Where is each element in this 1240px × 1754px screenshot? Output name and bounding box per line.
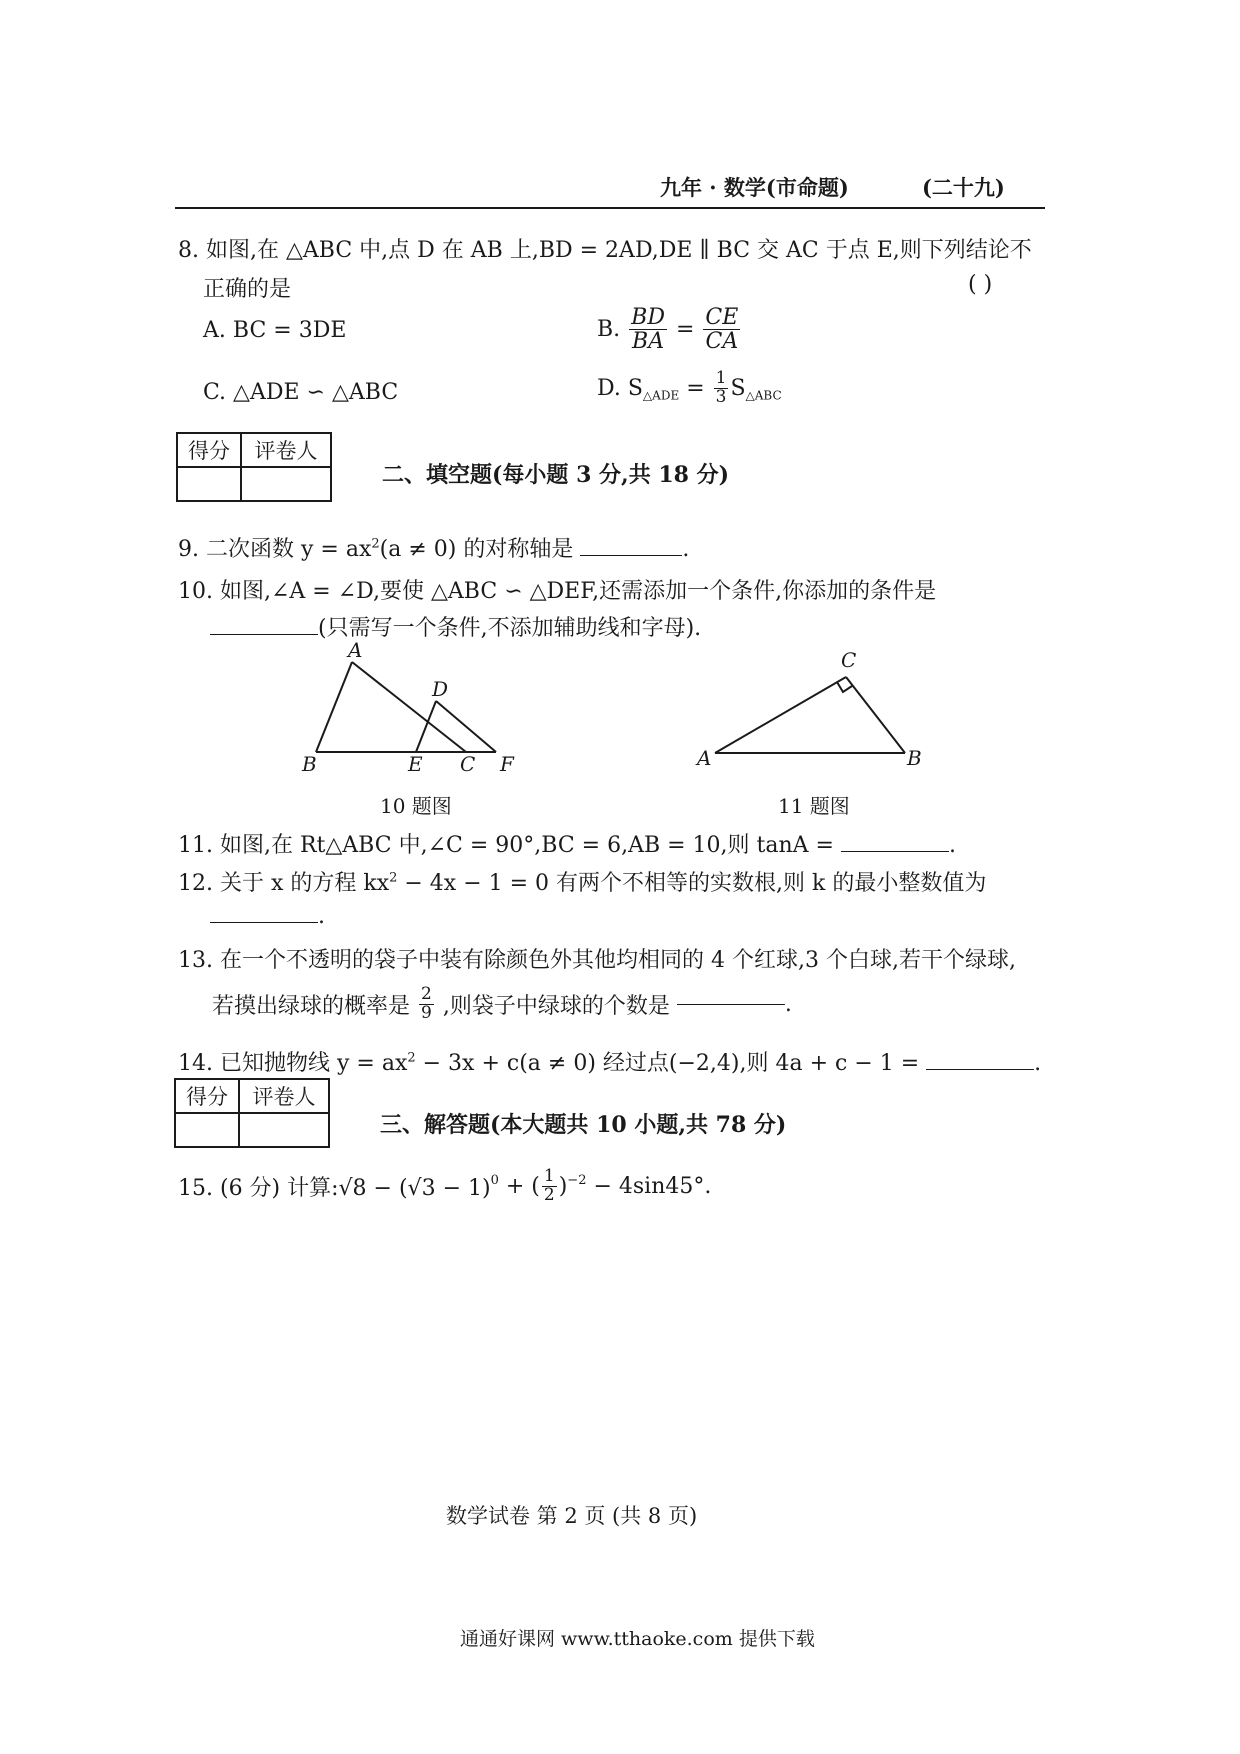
side-ac [352, 662, 466, 752]
figure-11-lines [715, 677, 905, 753]
label-a: A [697, 746, 712, 770]
label-e: E [408, 752, 423, 775]
question-13-cont: 若摸出绿球的概率是 $\frac{2}{9}$ ,则袋子中绿球的个数是 . [212, 984, 792, 1023]
fraction-one-third: $\frac{1}{3}$ [715, 368, 727, 407]
option-b-label: B. [597, 317, 621, 343]
question-8-stem: 8. 如图,在 △ABC 中,点 D 在 AB 上,BD = 2AD,DE ∥ BC 交 AC 于点 E,则下列结论不 [178, 238, 1032, 263]
side-ac [715, 677, 846, 753]
option-a: A. BC = 3DE [203, 318, 347, 343]
grader-label: 评卷人 [239, 1079, 329, 1113]
option-b-equals: = [675, 317, 695, 343]
question-12-cont: . [210, 904, 325, 929]
section-3-title: 三、解答题(本大题共 10 小题,共 78 分) [380, 1112, 787, 1138]
header-rule [175, 207, 1045, 209]
fraction-bd-ba: $\frac{BD}{BA}$ [631, 305, 665, 355]
score-label: 得分 [175, 1079, 239, 1113]
figure-10-caption: 10 题图 [380, 794, 452, 818]
fraction-one-half: $\frac{1}{2}$ [543, 1166, 555, 1205]
option-c: C. △ADE ∽ △ABC [203, 380, 399, 405]
figure-10-lines [316, 662, 496, 752]
answer-blank-13[interactable] [677, 1003, 785, 1005]
score-cell[interactable] [177, 467, 241, 501]
label-a: A [348, 640, 363, 662]
watermark-text: 通通好课网 www.tthaoke.com 提供下载 [460, 1628, 815, 1650]
fraction-two-ninths: $\frac{2}{9}$ [421, 984, 432, 1023]
section-2-title: 二、填空题(每小题 3 分,共 18 分) [382, 462, 730, 488]
question-12: 12. 关于 x 的方程 $kx^2 - 4x - 1 = 0$ 有两个不相等的实数根,则 k 的最小整数值为 [178, 870, 987, 896]
question-14: 14. 已知抛物线 $y = ax^2 - 3x + c(a \ne 0)$ 经过点(−2,4),则 4a + c − 1 = . [178, 1050, 1042, 1076]
question-9: 9. 二次函数 $y = ax^2(a \ne 0)$ 的对称轴是 . [178, 536, 690, 562]
question-11: 11. 如图,在 Rt△ABC 中,∠C = 90°,BC = 6,AB = 10,则 tanA = . [178, 833, 956, 858]
label-c: C [460, 752, 476, 775]
label-d: D [432, 677, 449, 701]
question-10-cont: (只需写一个条件,不添加辅助线和字母). [210, 611, 701, 642]
figure-11 [695, 645, 935, 775]
answer-blank-10[interactable] [210, 633, 318, 635]
question-8-stem-cont: 正确的是 [203, 277, 292, 302]
label-c: C [841, 648, 857, 672]
answer-blank-14[interactable] [926, 1068, 1034, 1070]
question-10: 10. 如图,∠A = ∠D,要使 △ABC ∽ △DEF,还需添加一个条件,你添加的条件是 [178, 579, 937, 604]
right-angle-mark [837, 682, 852, 692]
exam-header-series: (二十九) [922, 175, 1005, 200]
figure-10 [290, 640, 540, 775]
grader-cell[interactable] [241, 467, 331, 501]
question-8-answer-paren: ( ) [968, 272, 993, 297]
question-13: 13. 在一个不透明的袋子中装有除颜色外其他均相同的 4 个红球,3 个白球,若干个绿球, [178, 948, 1016, 973]
page-footer: 数学试卷 第 2 页 (共 8 页) [446, 1504, 698, 1528]
figure-11-caption: 11 题图 [778, 794, 850, 818]
score-label: 得分 [177, 433, 241, 467]
grader-label: 评卷人 [241, 433, 331, 467]
question-15: 15. (6 分) 计算:√8 − $(√3 - 1)^0$ + ( $\frac{1}{2}$ )$^{-2}$ − 4sin45°. [178, 1166, 712, 1205]
exam-header-title: 九年 · 数学(市命题) [660, 175, 849, 200]
fraction-ce-ca: $\frac{CE}{CA}$ [705, 305, 739, 355]
answer-blank-12[interactable] [210, 921, 318, 923]
answer-blank-9[interactable] [580, 554, 682, 556]
grader-cell[interactable] [239, 1113, 329, 1147]
option-b [597, 306, 742, 353]
score-box [176, 432, 332, 502]
label-b: B [907, 746, 922, 770]
side-cb [846, 677, 905, 753]
side-ab [316, 662, 352, 752]
label-f: F [500, 752, 514, 775]
score-box-2 [174, 1078, 330, 1148]
side-df [436, 701, 496, 752]
option-d: D. $S_{\triangle ADE}$ = $\frac{1}{3}$ $S_{\triangle ABC}$ [597, 368, 782, 407]
score-cell[interactable] [175, 1113, 239, 1147]
label-b: B [302, 752, 317, 775]
answer-blank-11[interactable] [841, 850, 949, 852]
